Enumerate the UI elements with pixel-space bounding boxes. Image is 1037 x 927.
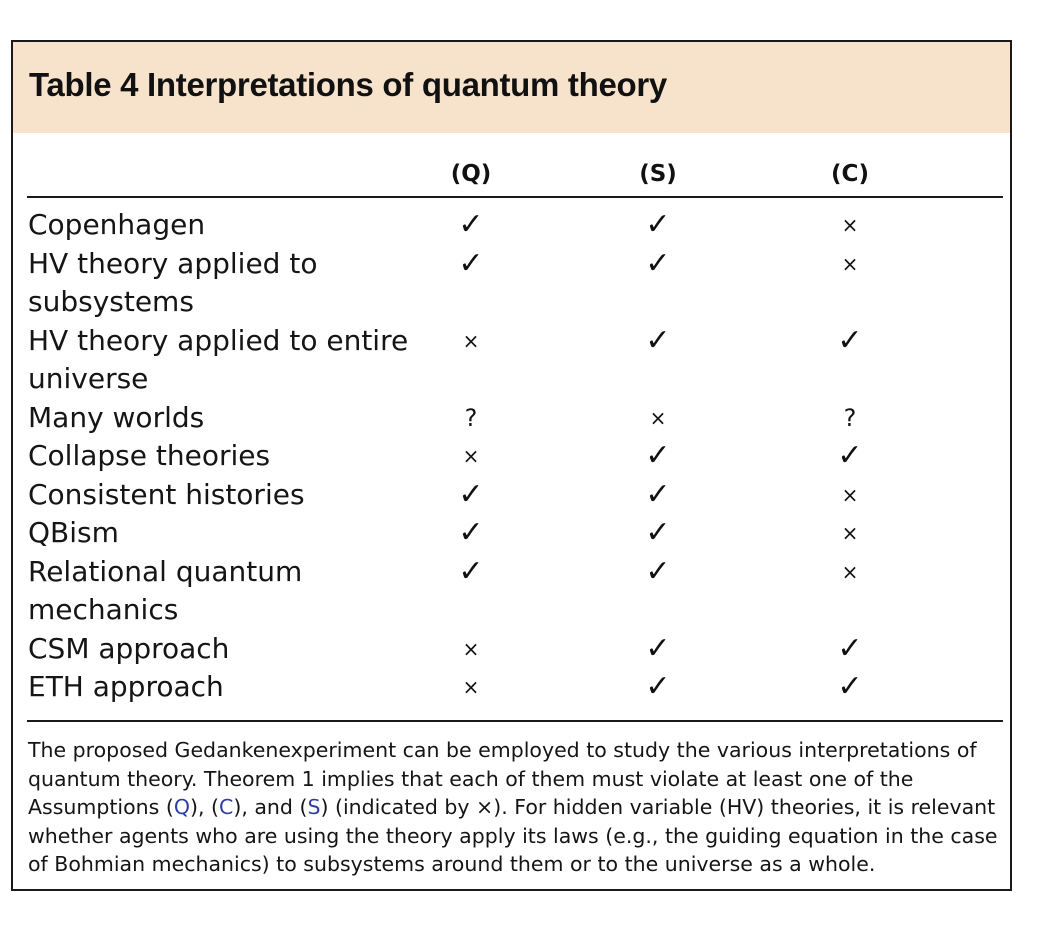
row-label: Collapse theories bbox=[28, 439, 271, 472]
table-row bbox=[13, 514, 1010, 553]
cell-s: ✓ bbox=[645, 245, 671, 281]
table-row bbox=[13, 668, 1010, 707]
cell-s: ✓ bbox=[645, 476, 671, 512]
row-label: HV theory applied to subsystems bbox=[28, 246, 318, 318]
cell-q: ✓ bbox=[458, 245, 484, 281]
row-label: Relational quantum mechanics bbox=[28, 554, 303, 626]
cell-c: ✓ bbox=[837, 630, 863, 666]
cell-s: ✓ bbox=[645, 515, 671, 550]
row-label: CSM approach bbox=[28, 631, 230, 665]
cell-s: ✓ bbox=[645, 207, 671, 242]
reference-link-q[interactable]: Q bbox=[173, 795, 190, 819]
cell-q: ✓ bbox=[458, 207, 484, 242]
cell-s: × bbox=[649, 405, 667, 430]
cell-s: ✓ bbox=[645, 322, 671, 358]
reference-link-c[interactable]: C bbox=[219, 795, 234, 819]
table-footnote bbox=[28, 736, 998, 879]
cell-c: ✓ bbox=[837, 669, 863, 704]
table-frame bbox=[11, 40, 1012, 891]
row-label: Consistent histories bbox=[28, 477, 305, 511]
footnote-text: ), and ( bbox=[233, 795, 308, 819]
table-row bbox=[13, 630, 1010, 669]
cell-s: ✓ bbox=[645, 553, 671, 589]
column-header-c: (C) bbox=[831, 161, 869, 187]
cell-c: × bbox=[841, 559, 859, 584]
cell-c: × bbox=[841, 251, 859, 276]
footnote-text: ) (indicated by ×). For hidden variable (HV) theories, it is relevant whether agents who are using the theory apply its laws (e.g., the guiding equation in the case of Bohmian mechanics) to subsystems around them or to the universe as a whole. bbox=[28, 795, 998, 876]
cell-q: × bbox=[462, 444, 480, 468]
cell-q: ✓ bbox=[458, 515, 484, 550]
cell-q: ? bbox=[464, 403, 478, 432]
row-label: ETH approach bbox=[28, 670, 224, 703]
table-title: Table 4 Interpretations of quantum theory bbox=[29, 66, 667, 103]
row-label: Copenhagen bbox=[28, 208, 206, 241]
column-header-s: (S) bbox=[639, 161, 677, 187]
footnote-text: ), ( bbox=[189, 795, 219, 819]
cell-q: × bbox=[462, 636, 480, 661]
table-row bbox=[13, 437, 1010, 476]
table-row bbox=[13, 322, 1010, 399]
cell-c: × bbox=[841, 213, 859, 237]
title-bar bbox=[13, 42, 1010, 133]
cell-c: ✓ bbox=[837, 322, 863, 358]
table-row bbox=[13, 553, 1010, 630]
reference-link-s[interactable]: S bbox=[307, 795, 321, 819]
cell-c: × bbox=[841, 482, 859, 507]
cell-c: ? bbox=[843, 403, 857, 432]
table-row bbox=[13, 399, 1010, 438]
table-row bbox=[13, 206, 1010, 245]
cell-q: × bbox=[462, 328, 480, 353]
header-rule bbox=[27, 196, 1003, 198]
cell-c: × bbox=[841, 521, 859, 545]
row-label: QBism bbox=[28, 516, 119, 549]
table-row bbox=[13, 245, 1010, 322]
cell-c: ✓ bbox=[837, 438, 863, 473]
footnote-text: The proposed Gedankenexperiment can be employed to study the various interpretations of quantum theory. Theorem 1 implies that each of them must violate at least one of the Assumptions ( bbox=[28, 738, 977, 819]
cell-q: × bbox=[462, 675, 480, 699]
cell-s: ✓ bbox=[645, 669, 671, 704]
footer-rule bbox=[27, 720, 1003, 722]
table-row bbox=[13, 476, 1010, 515]
cell-q: ✓ bbox=[458, 553, 484, 589]
row-label: HV theory applied to entire universe bbox=[28, 323, 409, 395]
table-body bbox=[13, 206, 1010, 707]
cell-s: ✓ bbox=[645, 438, 671, 473]
column-header-q: (Q) bbox=[450, 161, 492, 187]
cell-q: ✓ bbox=[458, 476, 484, 512]
row-label: Many worlds bbox=[28, 400, 205, 434]
cell-s: ✓ bbox=[645, 630, 671, 666]
